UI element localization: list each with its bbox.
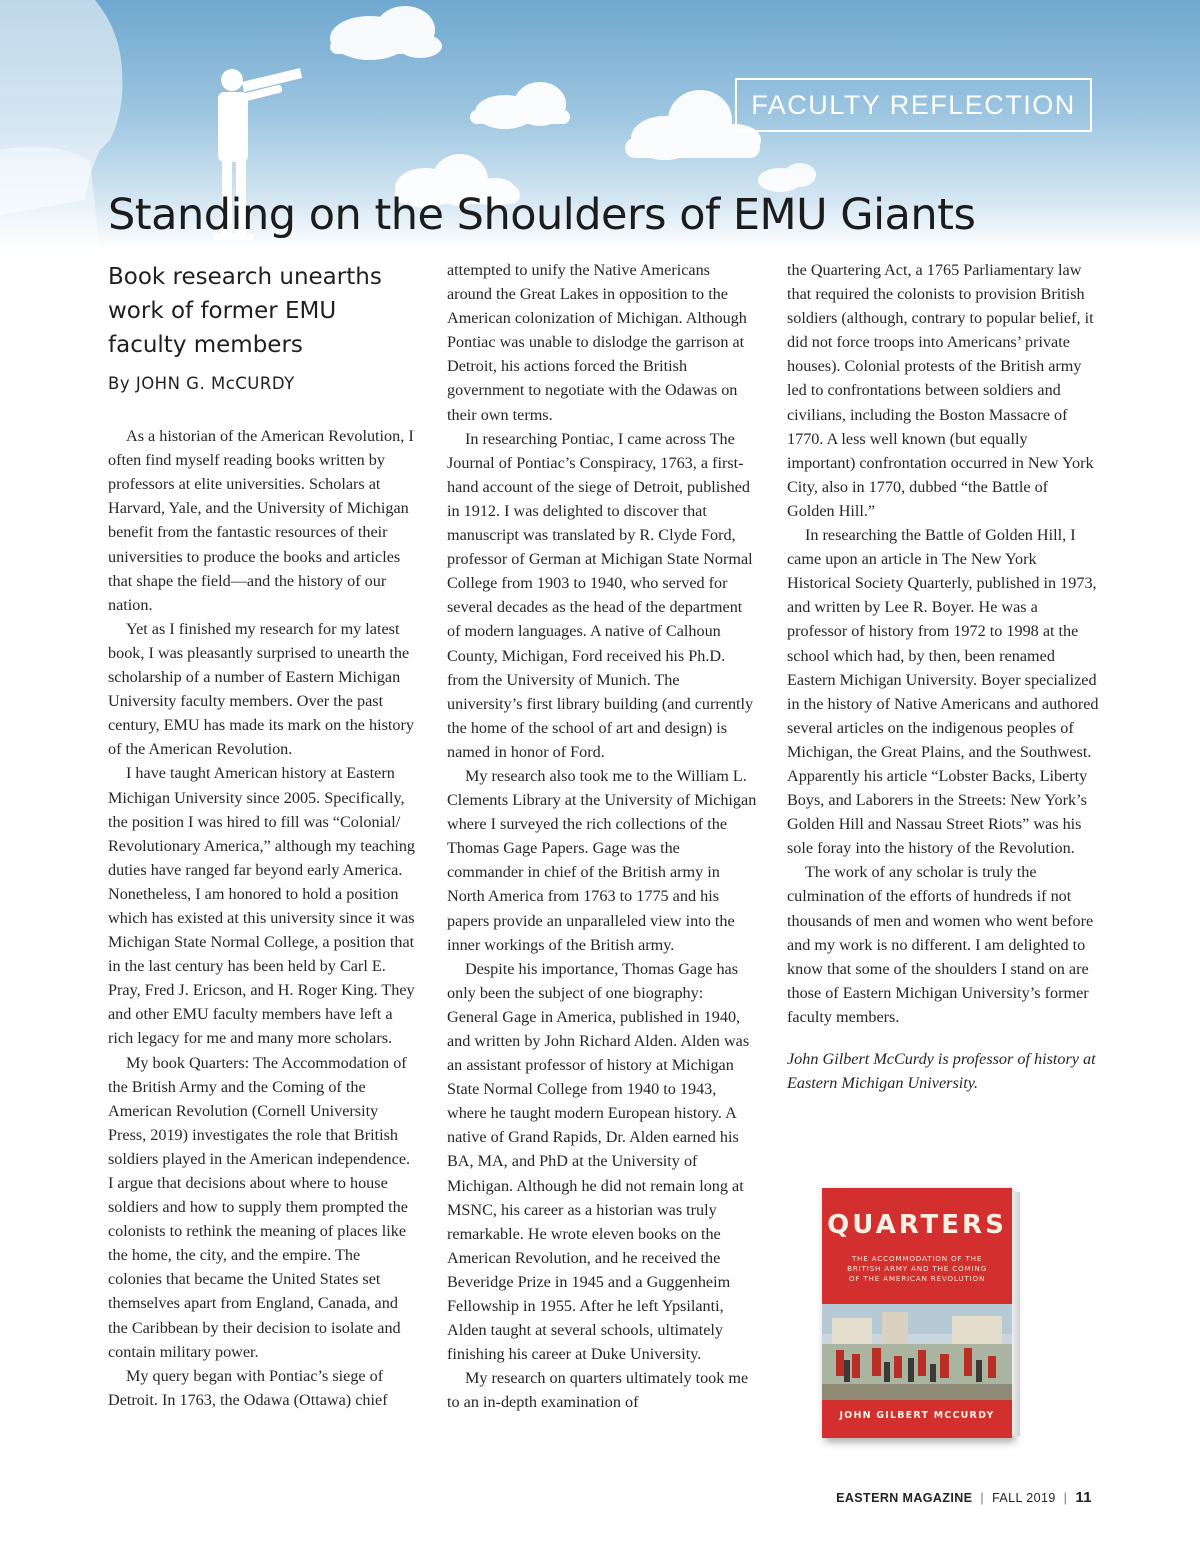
subheadline: Book research unearths work of former EMU faculty members [108,264,382,358]
paragraph: My query began with Pontiac’s siege of Detroit. In 1763, the Odawa (Ottawa) chief [108,1366,388,1409]
paragraph: Despite his importance, Thomas Gage has only been the subject of one biography: General Gage in America, published in 1940, and written by John Richard Alden. Alden was an assistant professor of history at Michigan State Normal College from 1940 to 1943, where he taught modern European history. A native of Grand Rapids, Dr. Alden earned his BA, MA, and PhD at the University of Michigan. Although he did not remain long at MSNC, his career as a historian was truly remarkable. He wrote eleven books on the American Revolution, and he received the Beveridge Prize in 1945 and a Guggenheim Fellowship in 1955. After he left Ypsilanti, Alden taught at several schools, ultimately finishing his career at Duke University. [447,959,750,1364]
paragraph: Yet as I finished my research for my latest book, I was pleasantly surprised to unearth the scholarship of a number of Eastern Michigan University faculty members. Over the past century, EMU has made its mark on the history of the American Revolution. [108,619,414,759]
paragraph: As a historian of the American Revolution, I often find myself reading books written by professors at elite universities. Scholars at Harvard, Yale, and the University of Michigan benefit from the fantastic resources of their universities to produce the books and articles that shape the field—and the history of our nation. [108,427,414,614]
author-bio: John Gilbert McCurdy is professor of history at Eastern Michigan University. [787,1050,1096,1093]
book-painting [822,1304,1012,1400]
page-number: 11 [1075,1489,1092,1506]
paragraph: My book Quarters: The Accommodation of the British Army and the Coming of the American Revolution (Cornell University Press, 2019) investigates the role that British soldiers played in the American independence. I argue that decisions about where to house soldiers and how to supply them prompted the colonists to rethink the meaning of places like the home, the city, and the empire. The colonies that became the United States set themselves apart from England, Canada, and the Caribbean by their decision to isolate and contain military power. [108,1053,411,1361]
book-cover-image [822,1188,1022,1440]
cloud-center [470,82,570,129]
cloud-small [758,163,816,192]
paragraph: My research on quarters ultimately took me to an in-depth examination of [447,1369,749,1412]
book-subtitle: THE ACCOMMODATION OF THE BRITISH ARMY AND THE COMING OF THE AMERICAN REVOLUTION [847,1254,987,1283]
section-label: FACULTY REFLECTION [735,78,1092,132]
issue-label: FALL 2019 [992,1490,1056,1505]
paragraph: The work of any scholar is truly the culmination of the efforts of hundreds if not thousands of men and women who went before and my work is no different. I am delighted to know that some of the shoulders I stand on are those of Eastern Michigan University’s former faculty members. [787,863,1094,1026]
paragraph: attempted to unify the Native Americans around the Great Lakes in opposition to the American colonization of Michigan. Although Pontiac was unable to dislodge the garrison at Detroit, his actions forced the British government to negotiate with the Odawas on their own terms. [447,261,747,424]
paragraph: My research also took me to the William L. Clements Library at the University of Michigan where I surveyed the rich collections of the Thomas Gage Papers. Gage was the commander in chief of the British army in North America from 1763 to 1775 and his papers provide an unparalleled view into the inner workings of the British army. [447,766,757,954]
magazine-name: EASTERN MAGAZINE [836,1490,973,1505]
paragraph: the Quartering Act, a 1765 Parliamentary law that required the colonists to provision British soldiers (although, contrary to popular belief, it did not force troops into Americans’ private houses). Colonial protests of the British army led to confrontations between soldiers and civilians, including the Boston Massacre of 1770. A less well known (but equally important) confrontation occurred in New York City, also in 1770, dubbed “the Battle of Golden Hill.” [787,261,1094,520]
byline: By JOHN G. McCURDY [108,374,295,393]
article-column-3 [787,258,1099,1095]
headline: Standing on the Shoulders of EMU Giants [108,190,976,240]
divider: | [1063,1490,1068,1505]
article-column-2 [447,258,757,1415]
book-title: QUARTERS [827,1210,1007,1240]
article-column-1 [108,258,416,1412]
book-page-edge [1012,1192,1020,1436]
paragraph: In researching the Battle of Golden Hill, I came upon an article in The New York Historical Society Quarterly, published in 1973, and written by Lee R. Boyer. He was a professor of history from 1972 to 1998 at the school which had, by then, been renamed Eastern Michigan University. Boyer specialized in the history of Native Americans and authored several articles on the indigenous peoples of Michigan, the Great Plains, and the Southwest. Apparently his article “Lobster Backs, Liberty Boys, and Laborers in the Streets: New York’s Golden Hill and Nassau Street Riots” was his sole foray into the history of the Revolution. [787,526,1099,858]
book-cover [822,1188,1012,1438]
book-author: JOHN GILBERT MCCURDY [839,1410,995,1421]
page-footer [836,1489,1092,1506]
cloud-top-left [330,6,442,60]
divider: | [980,1490,985,1505]
paragraph: I have taught American history at Eastern Michigan University since 2005. Specifically, the position I was hired to fill was “Colonial/ Revolutionary America,” although my teaching duties have ranged far beyond early America. Nonetheless, I am honored to hold a position which has existed at this university since it was Michigan State Normal College, a position that in the last century has been held by Carl E. Pray, Fred J. Ericson, and H. Roger King. They and other EMU faculty members have left a rich legacy for me and many more scholars. [108,764,416,1048]
paragraph: In researching Pontiac, I came across The Journal of Pontiac’s Conspiracy, 1763, a first-hand account of the siege of Detroit, published in 1912. I was delighted to discover that manuscript was translated by R. Clyde Ford, professor of German at Michigan State Normal College from 1903 to 1940, who served for several decades as the head of the department of modern languages. A native of Calhoun County, Michigan, Ford received his Ph.D. from the University of Munich. The university’s first library building (and currently the home of the school of art and design) is named in honor of Ford. [447,429,754,761]
figure-collar [0,147,100,250]
